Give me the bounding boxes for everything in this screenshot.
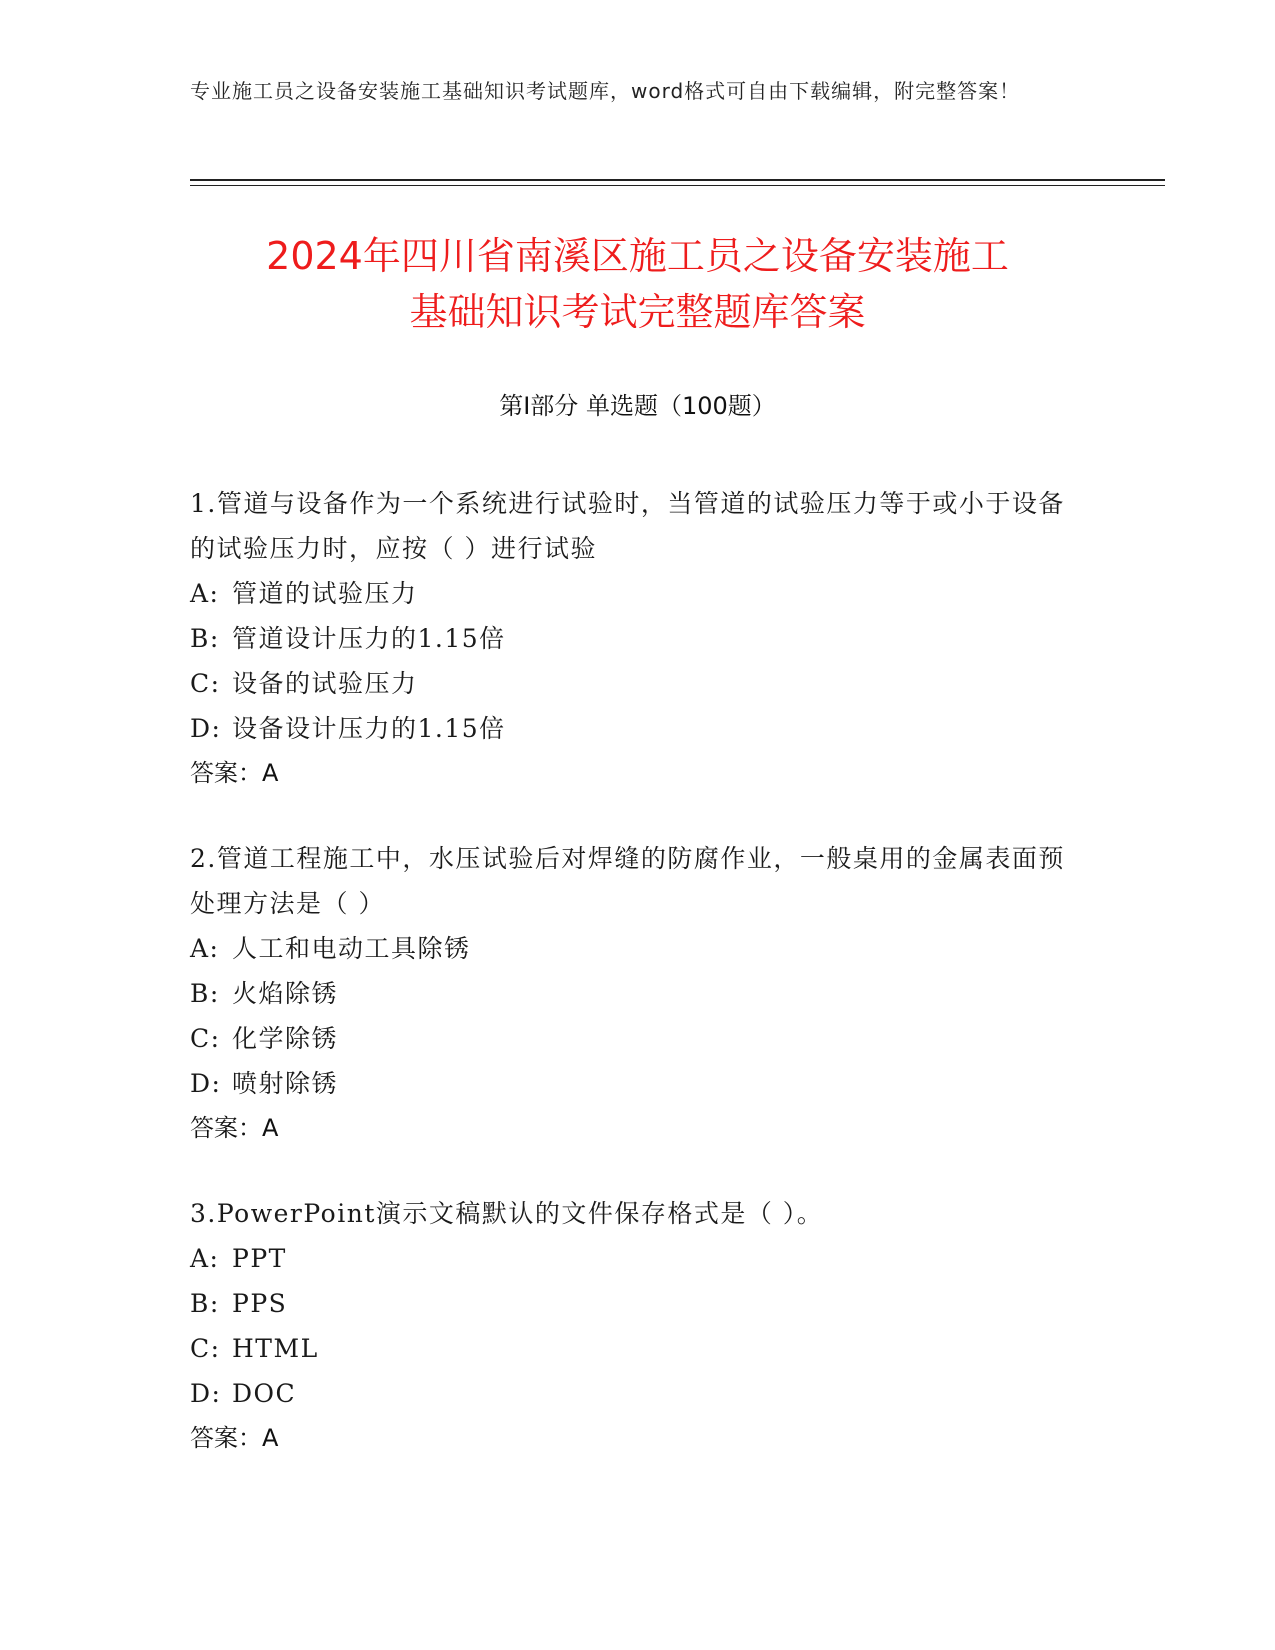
option-text: PPT <box>232 1244 287 1273</box>
question-stem: 3.PowerPoint演示文稿默认的文件保存格式是（ ）。 <box>190 1199 824 1228</box>
answer-value: A <box>262 759 279 787</box>
answer-line <box>190 751 1090 796</box>
option-letter: A: <box>190 1244 220 1273</box>
option-letter: B: <box>190 1289 220 1318</box>
option-letter: C: <box>190 669 221 698</box>
answer-label: 答案： <box>190 1114 262 1142</box>
option-text: PPS <box>232 1289 288 1318</box>
option-letter: A: <box>190 579 220 608</box>
option-d <box>190 1061 1090 1106</box>
header-note: 专业施工员之设备安装施工基础知识考试题库，word格式可自由下载编辑，附完整答案！ <box>190 79 1021 103</box>
document-title-line-1: 2024年四川省南溪区施工员之设备安装施工 <box>266 234 1009 278</box>
document-title <box>150 228 1125 340</box>
answer-value: A <box>262 1424 279 1452</box>
option-letter: C: <box>190 1334 221 1363</box>
option-text: 设备设计压力的1.15倍 <box>232 714 506 743</box>
option-text: 设备的试验压力 <box>232 669 418 698</box>
answer-line <box>190 1106 1090 1151</box>
option-c <box>190 1016 1090 1061</box>
answer-label: 答案： <box>190 759 262 787</box>
header-divider-thin <box>190 185 1165 186</box>
option-letter: D: <box>190 714 222 743</box>
question-list <box>190 481 1090 1501</box>
option-letter: C: <box>190 1024 221 1053</box>
option-text: 喷射除锈 <box>232 1069 339 1098</box>
option-letter: B: <box>190 979 220 1008</box>
option-letter: D: <box>190 1069 222 1098</box>
option-text: 人工和电动工具除锈 <box>232 934 471 963</box>
question-3 <box>190 1191 1090 1461</box>
option-c <box>190 661 1090 706</box>
option-text: HTML <box>232 1334 319 1363</box>
header-divider-thick <box>190 179 1165 181</box>
option-b <box>190 971 1090 1016</box>
option-a <box>190 1236 1090 1281</box>
option-text: 化学除锈 <box>232 1024 339 1053</box>
option-text: 管道的试验压力 <box>232 579 418 608</box>
option-a <box>190 926 1090 971</box>
option-d <box>190 706 1090 751</box>
option-text: 管道设计压力的1.15倍 <box>232 624 506 653</box>
option-c <box>190 1326 1090 1371</box>
option-b <box>190 1281 1090 1326</box>
option-a <box>190 571 1090 616</box>
question-stem: 1.管道与设备作为一个系统进行试验时，当管道的试验压力等于或小于设备的试验压力时，应按（ ）进行试验 <box>190 489 1065 563</box>
option-letter: D: <box>190 1379 222 1408</box>
option-text: DOC <box>232 1379 297 1408</box>
question-1 <box>190 481 1090 796</box>
option-text: 火焰除锈 <box>232 979 339 1008</box>
document-title-line-2: 基础知识考试完整题库答案 <box>409 290 866 334</box>
option-d <box>190 1371 1090 1416</box>
option-b <box>190 616 1090 661</box>
answer-value: A <box>262 1114 279 1142</box>
answer-label: 答案： <box>190 1424 262 1452</box>
section-title: 第I部分 单选题（100题） <box>499 392 776 420</box>
option-letter: A: <box>190 934 220 963</box>
question-2 <box>190 836 1090 1151</box>
question-stem: 2.管道工程施工中，水压试验后对焊缝的防腐作业，一般桌用的金属表面预处理方法是（ ） <box>190 844 1065 918</box>
answer-line <box>190 1416 1090 1461</box>
option-letter: B: <box>190 624 220 653</box>
